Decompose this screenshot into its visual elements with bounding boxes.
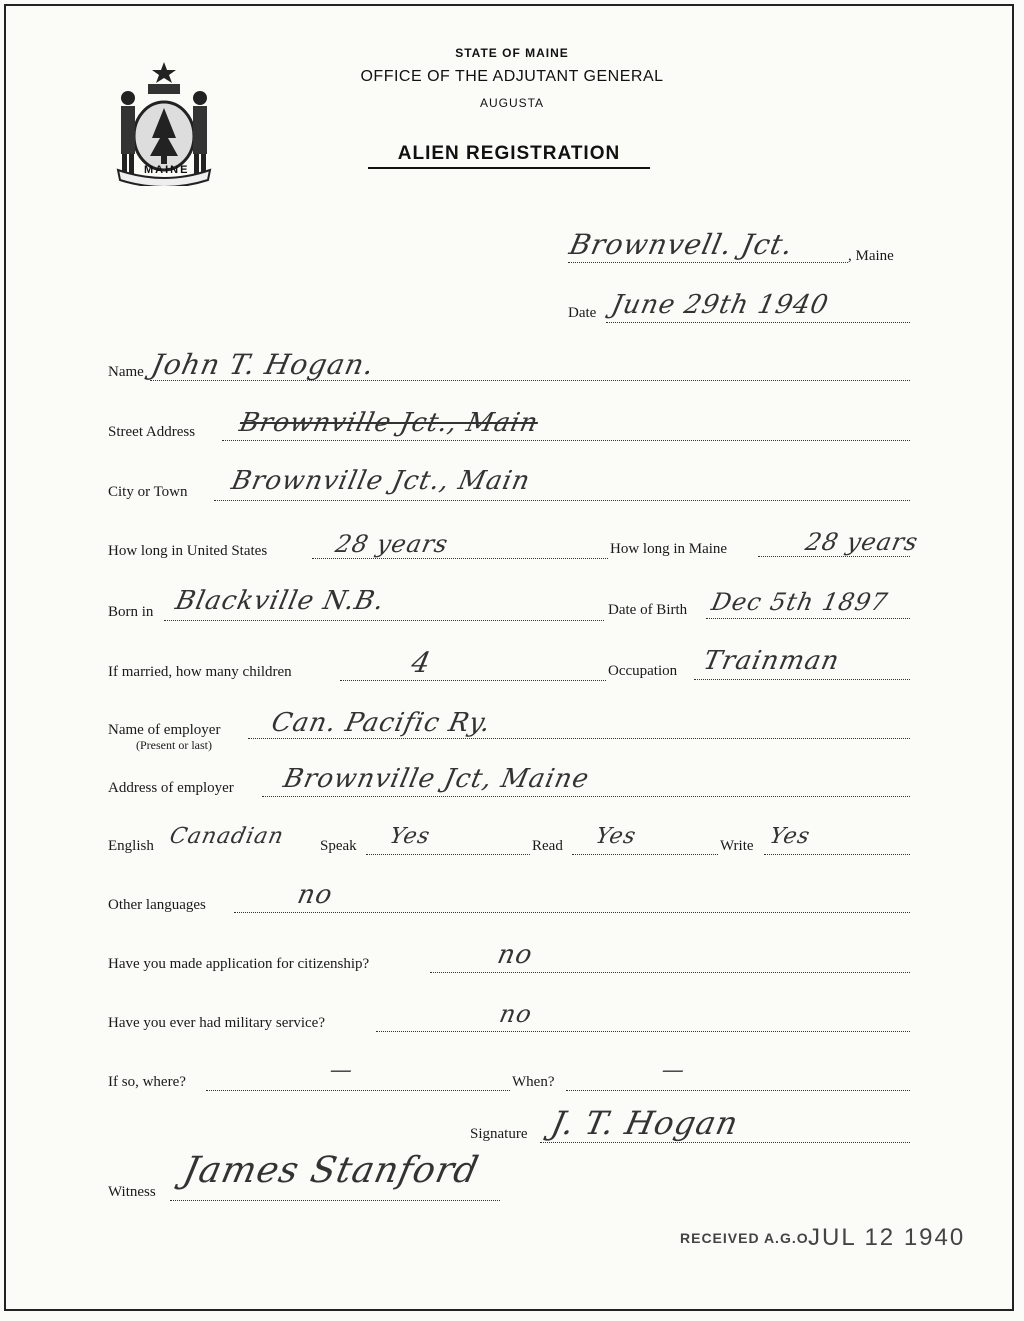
signature-label: Signature bbox=[470, 1126, 528, 1142]
speak-value: Yes bbox=[387, 824, 433, 849]
us-duration-value: 28 years bbox=[333, 530, 452, 558]
received-stamp-date: JUL 12 1940 bbox=[808, 1224, 966, 1251]
city-label: City or Town bbox=[108, 484, 188, 500]
when-value: — bbox=[659, 1058, 688, 1083]
street-label: Street Address bbox=[108, 424, 196, 440]
occupation-value: Trainman bbox=[700, 646, 843, 676]
citizenship-value: no bbox=[494, 940, 536, 970]
where-value: — bbox=[327, 1058, 356, 1083]
other-languages-label: Other languages bbox=[108, 897, 206, 913]
dob-label: Date of Birth bbox=[608, 602, 688, 618]
received-stamp-label: RECEIVED A.G.O. bbox=[680, 1230, 814, 1246]
page-title: ALIEN REGISTRATION bbox=[368, 143, 650, 169]
header-city: AUGUSTA bbox=[479, 96, 545, 110]
english-value: Canadian bbox=[167, 824, 287, 849]
english-label: English bbox=[108, 838, 154, 854]
when-label: When? bbox=[512, 1074, 555, 1090]
employer-address-label: Address of employer bbox=[108, 780, 234, 796]
witness-value: James Stanford bbox=[179, 1150, 483, 1191]
employer-sublabel: (Present or last) bbox=[136, 738, 212, 752]
seal-banner-text: MAINE bbox=[144, 164, 190, 176]
born-in-value: Blackville N.B. bbox=[172, 586, 388, 616]
children-label: If married, how many children bbox=[108, 664, 292, 680]
military-value: no bbox=[497, 1000, 535, 1028]
military-label: Have you ever had military service? bbox=[108, 1015, 325, 1031]
where-label: If so, where? bbox=[108, 1074, 186, 1090]
name-value: John T. Hogan. bbox=[148, 348, 378, 381]
dob-value: Dec 5th 1897 bbox=[709, 588, 891, 616]
signature-value: J. T. Hogan bbox=[547, 1104, 743, 1142]
read-value: Yes bbox=[593, 824, 639, 849]
read-label: Read bbox=[532, 838, 563, 854]
witness-label: Witness bbox=[108, 1184, 156, 1200]
employer-value: Can. Pacific Ry. bbox=[268, 708, 494, 738]
children-value: 4 bbox=[408, 646, 435, 679]
us-duration-label: How long in United States bbox=[108, 543, 268, 559]
page-border bbox=[4, 4, 1014, 1311]
date-value: June 29th 1940 bbox=[608, 290, 832, 320]
employer-label: Name of employer bbox=[108, 722, 221, 738]
place-value: Brownvell. Jct. bbox=[566, 228, 797, 261]
other-languages-value: no bbox=[294, 880, 336, 910]
maine-duration-label: How long in Maine bbox=[610, 541, 728, 557]
date-label: Date bbox=[568, 305, 597, 321]
street-value: Brownville Jct., Main bbox=[236, 408, 542, 438]
write-label: Write bbox=[720, 838, 754, 854]
write-value: Yes bbox=[767, 824, 813, 849]
employer-address-value: Brownville Jct, Maine bbox=[280, 764, 593, 794]
header-office: OFFICE OF THE ADJUTANT GENERAL bbox=[360, 68, 664, 85]
place-suffix: , Maine bbox=[848, 248, 894, 264]
maine-duration-value: 28 years bbox=[803, 528, 922, 556]
speak-label: Speak bbox=[320, 838, 357, 854]
citizenship-label: Have you made application for citizenship? bbox=[108, 956, 370, 972]
born-in-label: Born in bbox=[108, 604, 154, 620]
header-state: STATE OF MAINE bbox=[455, 46, 569, 60]
name-label: Name bbox=[108, 364, 144, 380]
city-value: Brownville Jct., Main bbox=[228, 466, 534, 496]
occupation-label: Occupation bbox=[608, 663, 678, 679]
